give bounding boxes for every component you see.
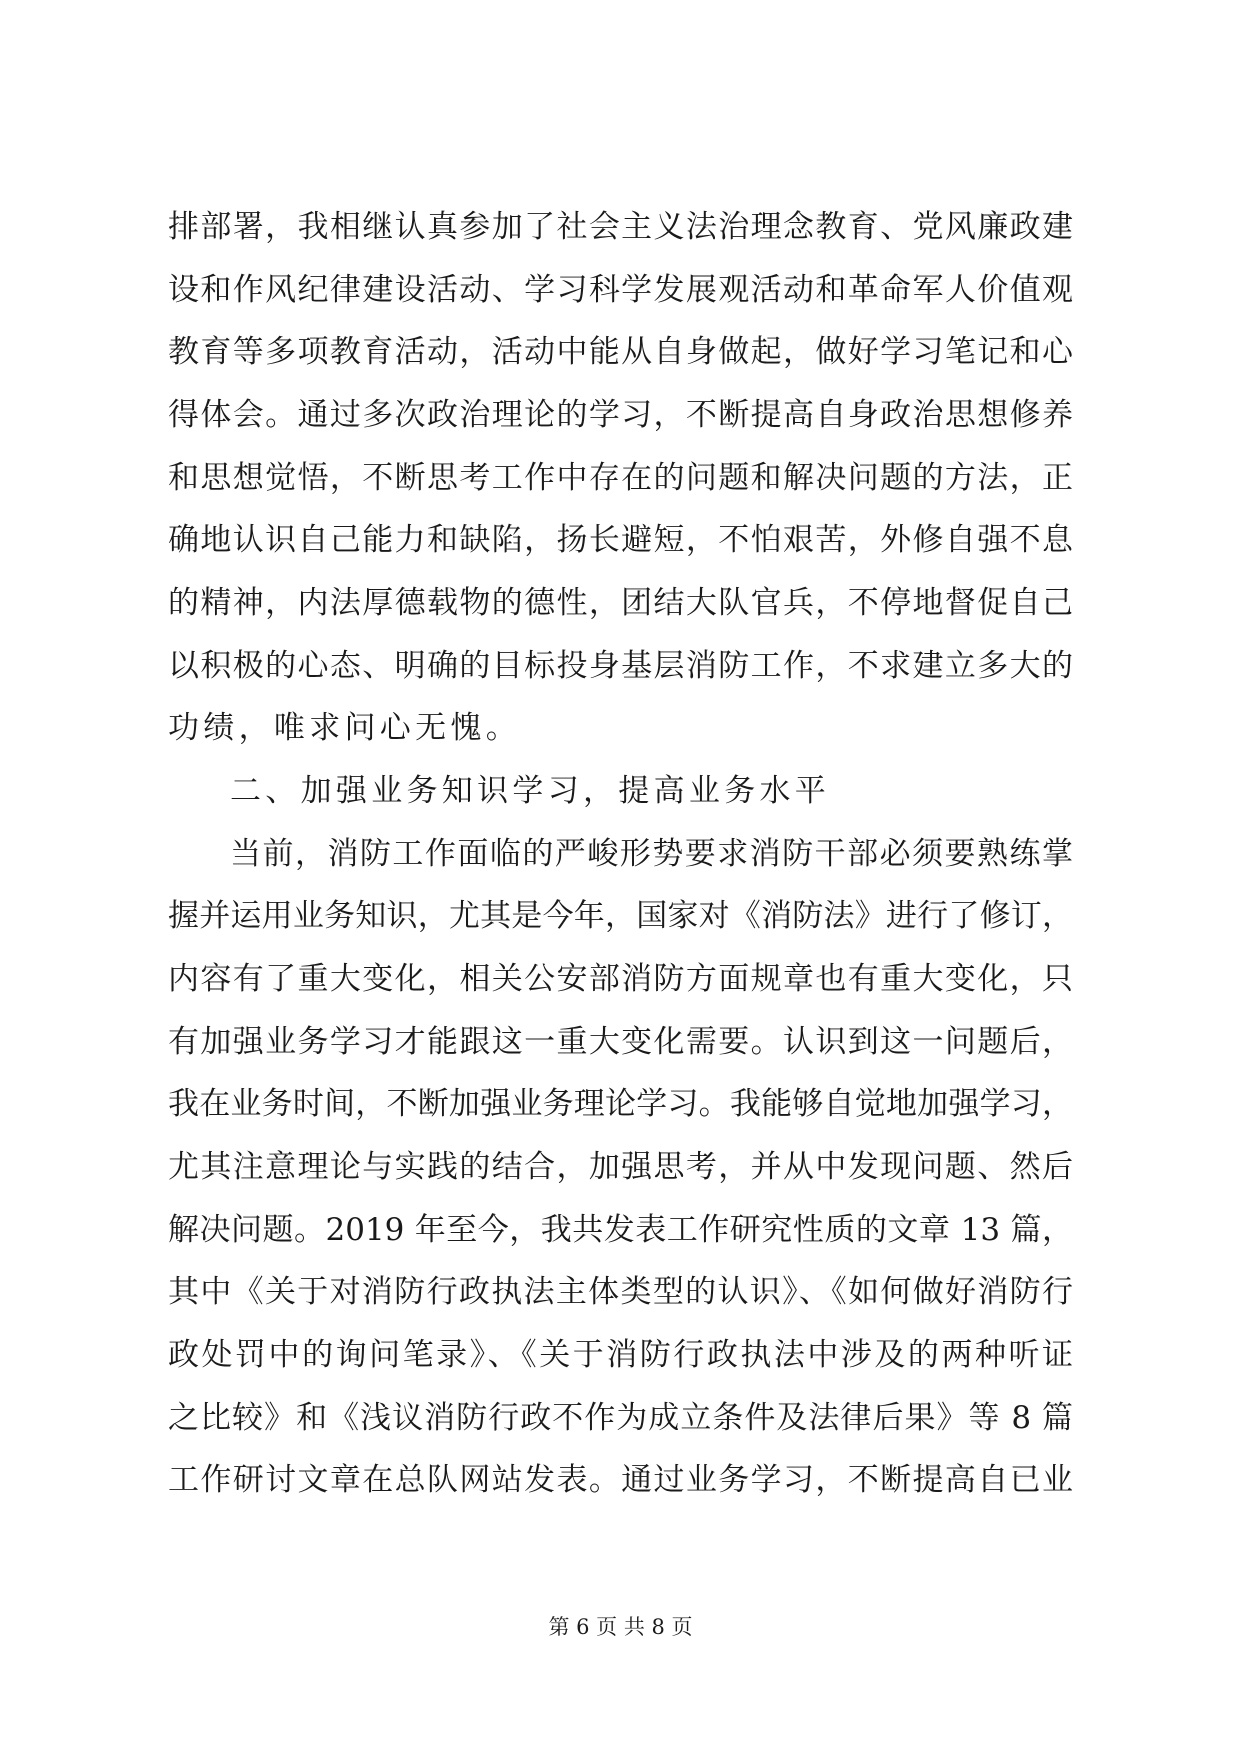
- text-line: 其中《关于对消防行政执法主体类型的认识》、《如何做好消防行: [168, 1274, 1073, 1310]
- text-line: 和思想觉悟，不断思考工作中存在的问题和解决问题的方法，正: [168, 460, 1073, 496]
- text-line: 握并运用业务知识，尤其是今年，国家对《消防法》进行了修订，: [168, 898, 1073, 934]
- text-line: 得体会。通过多次政治理论的学习，不断提高自身政治思想修养: [168, 397, 1073, 433]
- text-line: 工作研讨文章在总队网站发表。通过业务学习，不断提高自已业: [168, 1462, 1073, 1498]
- text-line: 内容有了重大变化，相关公安部消防方面规章也有重大变化，只: [168, 961, 1073, 997]
- text-line: 确地认识自己能力和缺陷，扬长避短，不怕艰苦，外修自强不息: [168, 522, 1073, 558]
- page-number-footer: 第 6 页 共 8 页: [548, 1615, 693, 1639]
- text-line: 功绩，唯求问心无愧。: [168, 710, 521, 746]
- text-line: 的精神，内法厚德载物的德性，团结大队官兵，不停地督促自己: [168, 585, 1073, 621]
- text-line: 有加强业务学习才能跟这一重大变化需要。认识到这一问题后，: [168, 1024, 1073, 1060]
- text-line: 以积极的心态、明确的目标投身基层消防工作，不求建立多大的: [168, 648, 1073, 684]
- section-heading: 二、加强业务知识学习，提高业务水平: [230, 773, 831, 809]
- text-line: 尤其注意理论与实践的结合，加强思考，并从中发现问题、然后: [168, 1149, 1073, 1185]
- text-line: 政处罚中的询问笔录》、《关于消防行政执法中涉及的两种听证: [168, 1337, 1073, 1373]
- text-line: 我在业务时间，不断加强业务理论学习。我能够自觉地加强学习，: [168, 1086, 1073, 1122]
- text-line: 解决问题。2019 年至今，我共发表工作研究性质的文章 13 篇，: [168, 1212, 1073, 1248]
- text-line: 设和作风纪律建设活动、学习科学发展观活动和革命军人价值观: [168, 272, 1073, 308]
- text-line: 当前，消防工作面临的严峻形势要求消防干部必须要熟练掌: [230, 836, 1073, 872]
- text-line: 教育等多项教育活动，活动中能从自身做起，做好学习笔记和心: [168, 334, 1073, 370]
- text-line: 排部署，我相继认真参加了社会主义法治理念教育、党风廉政建: [168, 209, 1073, 245]
- text-line: 之比较》和《浅议消防行政不作为成立条件及法律后果》等 8 篇: [168, 1400, 1073, 1436]
